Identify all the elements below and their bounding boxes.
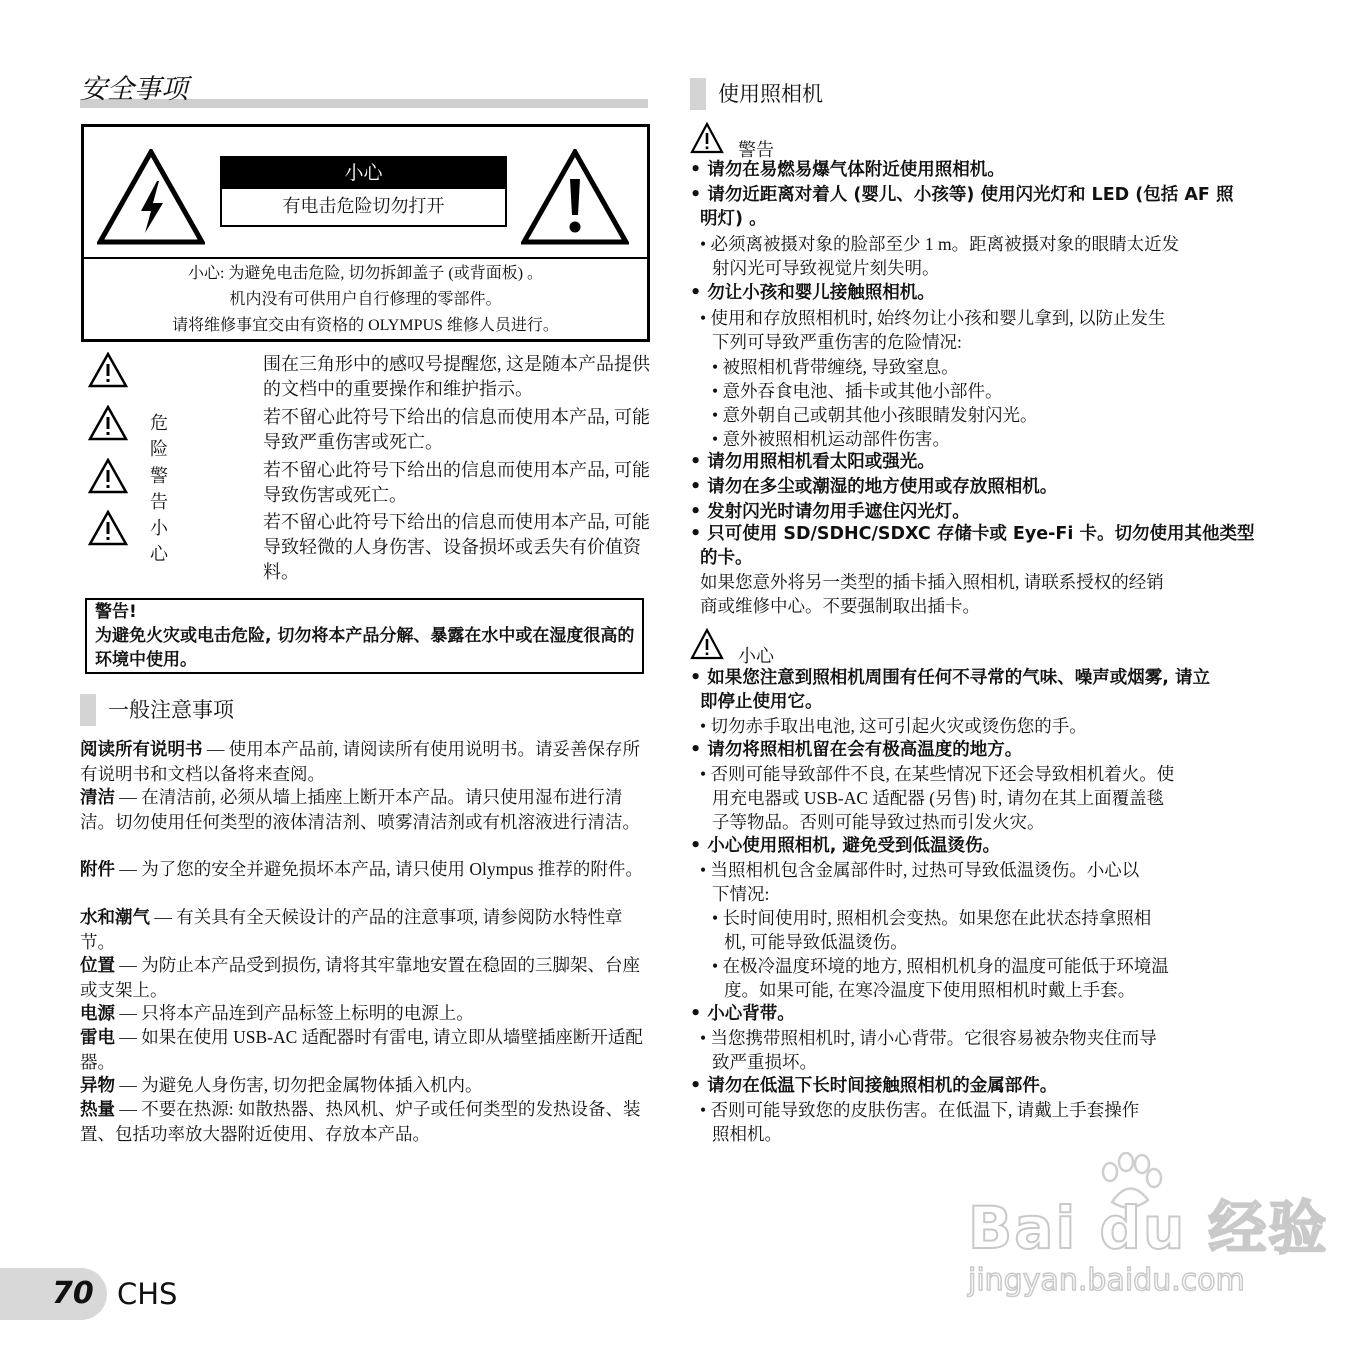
warning-line: 明灯) 。 xyxy=(700,209,767,229)
caution-line: 子等物品。否则可能导致过热而引发火灾。 xyxy=(712,812,1045,832)
warning-label: 警告 xyxy=(738,140,774,161)
item-text: — 只将本产品连到产品标签上标明的电源上。 xyxy=(115,1003,474,1023)
item-text: — 为防止本产品受到损伤, 请将其牢靠地安置在稳固的三脚架、台座或支架上。 xyxy=(80,955,640,1000)
warning-triangle-icon xyxy=(690,122,724,154)
caution-line: • 请勿在低温下长时间接触照相机的金属部件。 xyxy=(690,1076,1058,1096)
warning-line: • 请勿在多尘或潮湿的地方使用或存放照相机。 xyxy=(690,477,1058,497)
item-text: — 不要在热源: 如散热器、热风机、炉子或任何类型的发热设备、装置、包括功率放大器附近使用、存放本产品。 xyxy=(80,1099,641,1144)
page-number: 70 xyxy=(52,1276,94,1311)
warning-line: • 请勿近距离对着人 (婴儿、小孩等) 使用闪光灯和 LED (包括 AF 照 xyxy=(690,185,1234,205)
caution-line: • 否则可能导致部件不良, 在某些情况下还会导致相机着火。使 xyxy=(700,764,1175,784)
danger-triangle-icon xyxy=(88,405,128,441)
warning-line: • 意外朝自己或朝其他小孩眼睛发射闪光。 xyxy=(712,405,1038,425)
item-term: 异物 xyxy=(80,1076,115,1096)
item-text: — 有关具有全天候设计的产品的注意事项, 请参阅防水特性章节。 xyxy=(80,907,623,952)
symbol-description: 围在三角形中的感叹号提醒您, 这是随本产品提供的文档中的重要操作和维护指示。 xyxy=(263,354,650,399)
item-text: — 在清洁前, 必须从墙上插座上断开本产品。请只使用湿布进行清洁。切勿使用任何类型的液体清洁剂、喷雾清洁剂或有机溶液进行清洁。 xyxy=(80,787,640,832)
caution-label: 小心 xyxy=(738,646,774,667)
general-item xyxy=(80,953,645,1003)
caution-line: • 否则可能导致您的皮肤伤害。在低温下, 请戴上手套操作 xyxy=(700,1100,1140,1120)
caution-line: 致严重损坏。 xyxy=(712,1052,817,1072)
warning-line: 下列可导致严重伤害的危险情况: xyxy=(712,332,962,352)
caution-line: 即停止使用它。 xyxy=(700,692,823,712)
caution-label-text: 有电击危险切勿打开 xyxy=(282,196,445,217)
item-term: 位置 xyxy=(80,956,115,976)
general-item xyxy=(80,857,645,882)
caution-line: • 当照相机包含金属部件时, 过热可导致低温烫伤。小心以 xyxy=(700,860,1140,880)
page-title: 安全事项 xyxy=(80,74,188,105)
symbol-description-caution: 若不留心此符号下给出的信息而使用本产品, 可能导致轻微的人身伤害、设备损坏或丢失有价值资料。 xyxy=(263,512,650,582)
symbol-name-caution: 小心 xyxy=(150,518,168,564)
caution-line: • 切勿赤手取出电池, 这可引起火灾或烫伤您的手。 xyxy=(700,716,1087,736)
watermark-brand: Bai du 经验 xyxy=(968,1194,1329,1262)
item-text: — 使用本产品前, 请阅读所有使用说明书。请妥善保存所有说明书和文档以备将来查阅。 xyxy=(80,739,640,784)
warning-line: 请将维修事宜交由有资格的 OLYMPUS 维修人员进行。 xyxy=(172,317,559,334)
warning-triangle-icon xyxy=(88,458,128,494)
caution-line: 用充电器或 USB-AC 适配器 (另售) 时, 请勿在其上面覆盖毯 xyxy=(712,788,1165,808)
notice-text: 为避免火灾或电击危险, 切勿将本产品分解、暴露在水中或在湿度很高的环境中使用。 xyxy=(95,626,635,670)
warning-line: • 只可使用 SD/SDHC/SDXC 存储卡或 Eye-Fi 卡。切勿使用其他类型 xyxy=(690,524,1255,544)
item-term: 雷电 xyxy=(80,1028,115,1048)
watermark-url: jingyan.baidu.com xyxy=(968,1263,1245,1298)
general-item xyxy=(80,785,645,835)
general-item xyxy=(80,1001,645,1026)
item-text: — 为避免人身伤害, 切勿把金属物体插入机内。 xyxy=(115,1075,483,1095)
caution-line: 度。如果可能, 在寒冷温度下使用照相机时戴上手套。 xyxy=(724,980,1136,1000)
section-marker xyxy=(690,78,706,110)
caution-line: 照相机。 xyxy=(712,1124,782,1144)
symbol-name-warning: 警告 xyxy=(150,466,168,512)
exclamation-warning-icon xyxy=(521,149,629,245)
using-camera-heading: 使用照相机 xyxy=(718,82,823,106)
language-code: CHS xyxy=(117,1277,178,1311)
item-term: 清洁 xyxy=(80,788,115,808)
warning-line: • 被照相机背带缠绕, 导致窒息。 xyxy=(712,357,959,377)
item-term: 水和潮气 xyxy=(80,908,150,928)
caution-line: • 在极冷温度环境的地方, 照相机机身的温度可能低于环境温 xyxy=(712,956,1169,976)
warning-line: • 必须离被摄对象的脸部至少 1 m。距离被摄对象的眼睛太近发 xyxy=(700,234,1180,254)
general-item xyxy=(80,1073,645,1098)
lightning-warning-icon xyxy=(97,149,205,245)
electric-shock-warning-box xyxy=(81,124,650,342)
general-item xyxy=(80,1097,645,1147)
warning-line: 射闪光可导致视觉片刻失明。 xyxy=(712,258,940,278)
caution-line: • 如果您注意到照相机周围有任何不寻常的气味、噪声或烟雾, 请立 xyxy=(690,668,1211,688)
caution-triangle-icon xyxy=(88,510,128,546)
warning-line: 如果您意外将另一类型的插卡插入照相机, 请联系授权的经销 xyxy=(700,572,1164,592)
caution-label-heading: 小心 xyxy=(222,158,505,189)
caution-label xyxy=(220,156,507,227)
item-text: — 如果在使用 USB-AC 适配器时有雷电, 请立即从墙壁插座断开适配器。 xyxy=(80,1027,643,1072)
warning-triangle-icon xyxy=(88,352,128,388)
general-item xyxy=(80,905,645,955)
caution-line: • 长时间使用时, 照相机会变热。如果您在此状态持拿照相 xyxy=(712,908,1152,928)
symbol-description-warning: 若不留心此符号下给出的信息而使用本产品, 可能导致伤害或死亡。 xyxy=(263,460,650,505)
caution-line: 下情况: xyxy=(712,884,770,904)
warning-line: • 使用和存放照相机时, 始终勿让小孩和婴儿拿到, 以防止发生 xyxy=(700,308,1166,328)
fire-shock-notice xyxy=(85,598,644,674)
warning-line: • 发射闪光时请勿用手遮住闪光灯。 xyxy=(690,502,970,522)
caution-line: • 小心使用照相机, 避免受到低温烫伤。 xyxy=(690,836,1001,856)
item-term: 热量 xyxy=(80,1100,115,1120)
warning-line: 的卡。 xyxy=(700,548,753,568)
symbol-description-danger: 若不留心此符号下给出的信息而使用本产品, 可能导致严重伤害或死亡。 xyxy=(263,407,650,452)
general-item xyxy=(80,1025,645,1075)
warning-line: • 请勿用照相机看太阳或强光。 xyxy=(690,452,935,472)
warning-line: 小心: 为避免电击危险, 切勿拆卸盖子 (或背面板) 。 xyxy=(187,265,544,282)
item-term: 阅读所有说明书 xyxy=(80,740,203,760)
notice-title: 警告! xyxy=(95,602,137,622)
caution-line: • 小心背带。 xyxy=(690,1004,795,1024)
general-item xyxy=(80,737,645,787)
caution-line: • 当您携带照相机时, 请小心背带。它很容易被杂物夹住而导 xyxy=(700,1028,1157,1048)
section-marker xyxy=(80,694,96,726)
warning-box-header xyxy=(84,127,647,259)
item-term: 附件 xyxy=(80,860,115,880)
caution-line: 机, 可能导致低温烫伤。 xyxy=(724,932,908,952)
warning-line: • 勿让小孩和婴儿接触照相机。 xyxy=(690,283,935,303)
warning-line: • 意外被照相机运动部件伤害。 xyxy=(712,429,951,449)
warning-box-text xyxy=(84,261,647,339)
symbol-name-danger: 危险 xyxy=(150,413,168,459)
item-term: 电源 xyxy=(80,1004,115,1024)
caution-line: • 请勿将照相机留在会有极高温度的地方。 xyxy=(690,740,1023,760)
warning-line: 商或维修中心。不要强制取出插卡。 xyxy=(700,596,980,616)
warning-line: 机内没有可供用户自行修理的零部件。 xyxy=(229,291,502,308)
warning-line: • 意外吞食电池、插卡或其他小部件。 xyxy=(712,381,1003,401)
item-text: — 为了您的安全并避免损坏本产品, 请只使用 Olympus 推荐的附件。 xyxy=(115,859,643,879)
general-notes-heading: 一般注意事项 xyxy=(108,698,234,722)
caution-triangle-icon xyxy=(690,628,724,660)
warning-line: • 请勿在易燃易爆气体附近使用照相机。 xyxy=(690,160,1005,180)
